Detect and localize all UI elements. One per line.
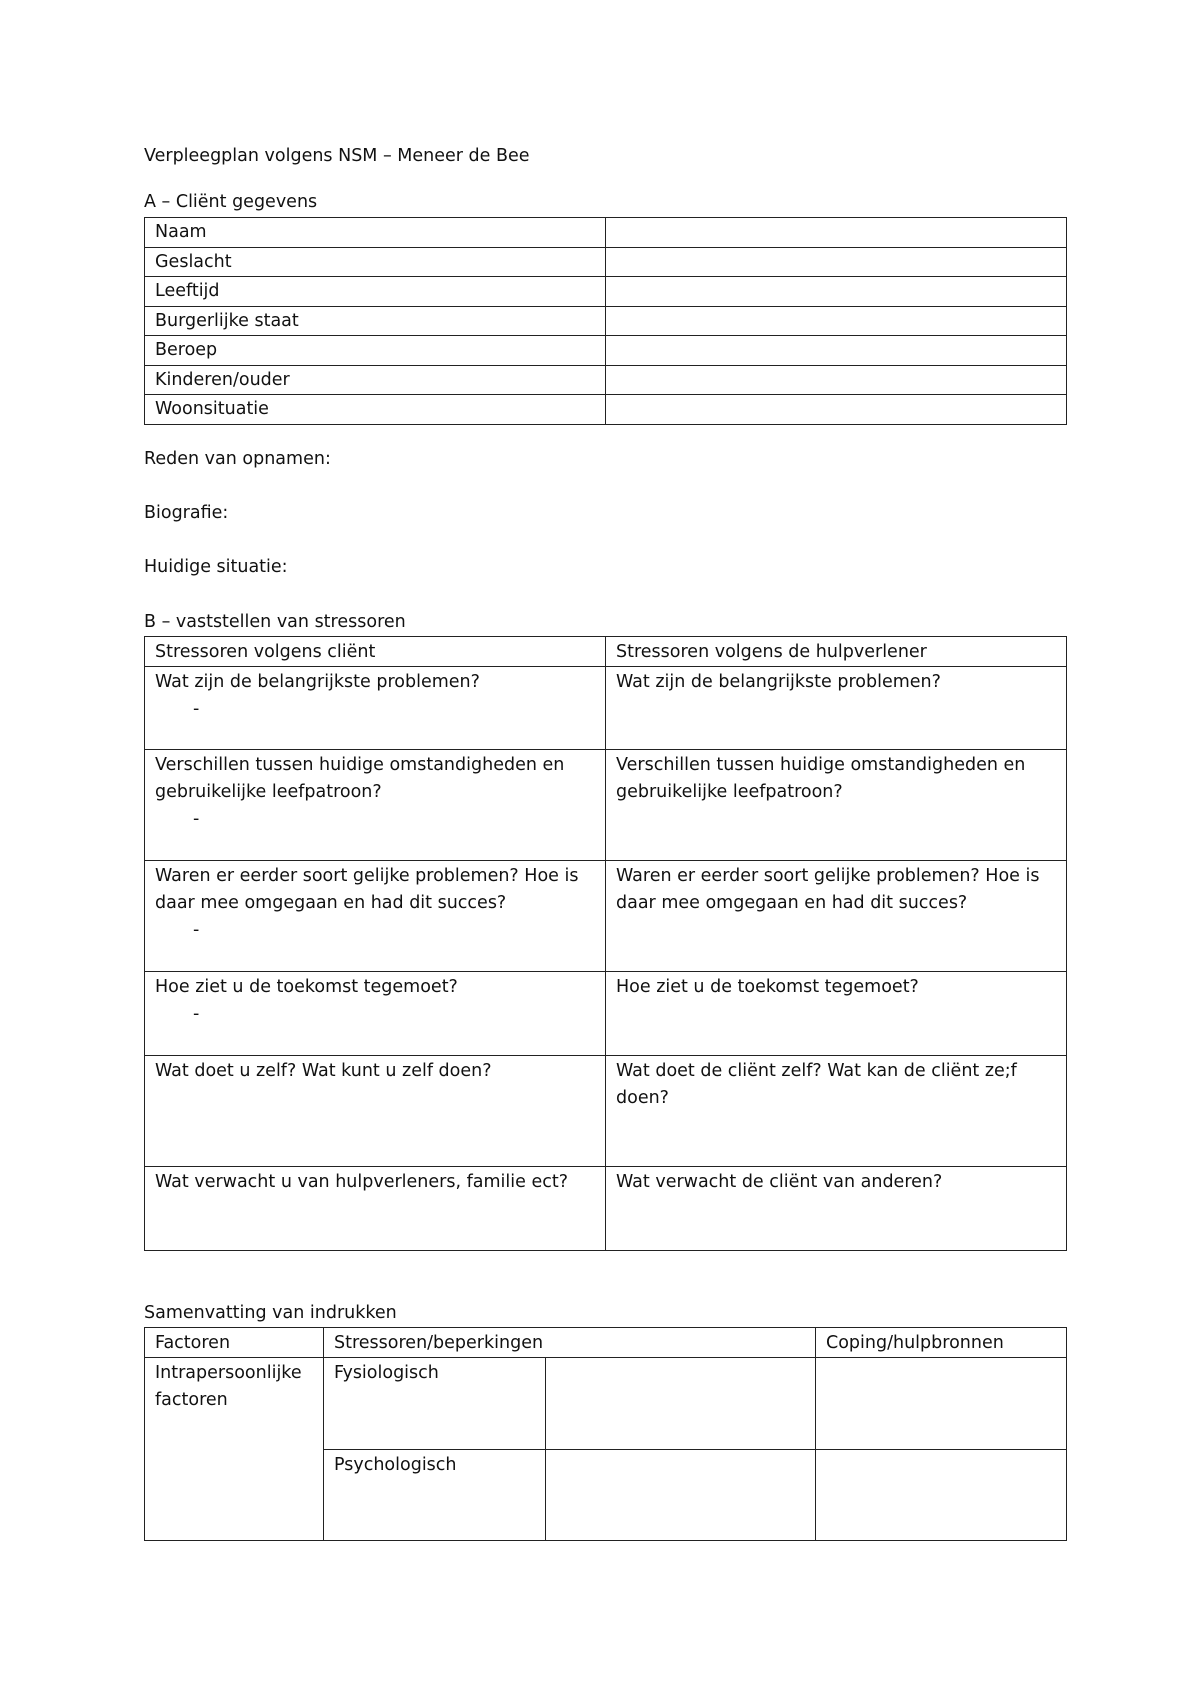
table-row <box>145 365 1067 395</box>
row-value <box>606 306 1067 336</box>
helper-cell <box>606 972 1067 1056</box>
client-cell <box>145 972 606 1056</box>
table-row <box>145 395 1067 425</box>
question-text: Wat zijn de belangrijkste problemen? <box>616 672 941 692</box>
question-text: Verschillen tussen huidige omstandigheden en gebruikelijke leefpatroon? <box>616 755 1026 802</box>
row-value <box>606 395 1067 425</box>
row-value <box>606 247 1067 277</box>
empty-cell <box>816 1358 1067 1450</box>
client-cell <box>145 1167 606 1251</box>
table-row <box>145 750 1067 861</box>
col-header-helper: Stressoren volgens de hulpverlener <box>606 637 1067 667</box>
table-header-row <box>145 1328 1067 1358</box>
factor-cell: Intrapersoonlijke factoren <box>145 1358 324 1541</box>
row-label: Naam <box>145 218 606 248</box>
table-row <box>145 667 1067 750</box>
row-label: Geslacht <box>145 247 606 277</box>
stressors-table <box>144 636 1067 1251</box>
table-row <box>145 336 1067 366</box>
row-label: Woonsituatie <box>145 395 606 425</box>
reden-label: Reden van opnamen: <box>144 449 331 469</box>
col-header-stressoren: Stressoren/beperkingen <box>324 1328 816 1358</box>
row-label: Kinderen/ouder <box>145 365 606 395</box>
col-header-coping: Coping/hulpbronnen <box>816 1328 1067 1358</box>
row-value <box>606 365 1067 395</box>
empty-cell <box>546 1358 816 1450</box>
table-row <box>145 1056 1067 1167</box>
question-text: Wat verwacht u van hulpverleners, familie ect? <box>155 1172 568 1192</box>
answer-dash: - <box>193 809 200 829</box>
client-cell <box>145 750 606 861</box>
huidige-situatie-label: Huidige situatie: <box>144 557 288 577</box>
helper-cell <box>606 750 1067 861</box>
row-value <box>606 218 1067 248</box>
table-row <box>145 972 1067 1056</box>
answer-dash: - <box>193 699 200 719</box>
table-row <box>145 247 1067 277</box>
question-text: Waren er eerder soort gelijke problemen? Hoe is daar mee omgegaan en had dit succes? <box>155 866 579 913</box>
document-title: Verpleegplan volgens NSM – Meneer de Bee <box>144 146 530 166</box>
table-row <box>145 306 1067 336</box>
helper-cell <box>606 667 1067 750</box>
col-header-client: Stressoren volgens cliënt <box>145 637 606 667</box>
question-text: Wat zijn de belangrijkste problemen? <box>155 672 480 692</box>
question-text: Wat doet de cliënt zelf? Wat kan de cliënt ze;f doen? <box>616 1061 1017 1108</box>
table-row <box>145 218 1067 248</box>
biografie-label: Biografie: <box>144 503 229 523</box>
samenvatting-heading: Samenvatting van indrukken <box>144 1303 397 1323</box>
table-row <box>145 1167 1067 1251</box>
row-label: Burgerlijke staat <box>145 306 606 336</box>
row-label: Beroep <box>145 336 606 366</box>
row-label: Leeftijd <box>145 277 606 307</box>
question-text: Wat verwacht de cliënt van anderen? <box>616 1172 943 1192</box>
client-cell <box>145 1056 606 1167</box>
question-text: Waren er eerder soort gelijke problemen? Hoe is daar mee omgegaan en had dit succes? <box>616 866 1040 913</box>
question-text: Hoe ziet u de toekomst tegemoet? <box>155 977 458 997</box>
helper-cell <box>606 1167 1067 1251</box>
sub-psychologisch: Psychologisch <box>324 1450 546 1541</box>
question-text: Wat doet u zelf? Wat kunt u zelf doen? <box>155 1061 492 1081</box>
table-row <box>145 277 1067 307</box>
helper-cell <box>606 861 1067 972</box>
col-header-factoren: Factoren <box>145 1328 324 1358</box>
empty-cell <box>816 1450 1067 1541</box>
row-value <box>606 336 1067 366</box>
table-row <box>145 1358 1067 1450</box>
table-row <box>145 861 1067 972</box>
client-data-table <box>144 217 1067 425</box>
empty-cell <box>546 1450 816 1541</box>
sub-fysiologisch: Fysiologisch <box>324 1358 546 1450</box>
client-cell <box>145 861 606 972</box>
question-text: Hoe ziet u de toekomst tegemoet? <box>616 977 919 997</box>
section-a-heading: A – Cliënt gegevens <box>144 192 318 212</box>
summary-table <box>144 1327 1067 1541</box>
table-header-row <box>145 637 1067 667</box>
answer-dash: - <box>193 920 200 940</box>
section-b-heading: B – vaststellen van stressoren <box>144 612 406 632</box>
client-cell <box>145 667 606 750</box>
question-text: Verschillen tussen huidige omstandigheden en gebruikelijke leefpatroon? <box>155 755 565 802</box>
helper-cell <box>606 1056 1067 1167</box>
row-value <box>606 277 1067 307</box>
answer-dash: - <box>193 1004 200 1024</box>
